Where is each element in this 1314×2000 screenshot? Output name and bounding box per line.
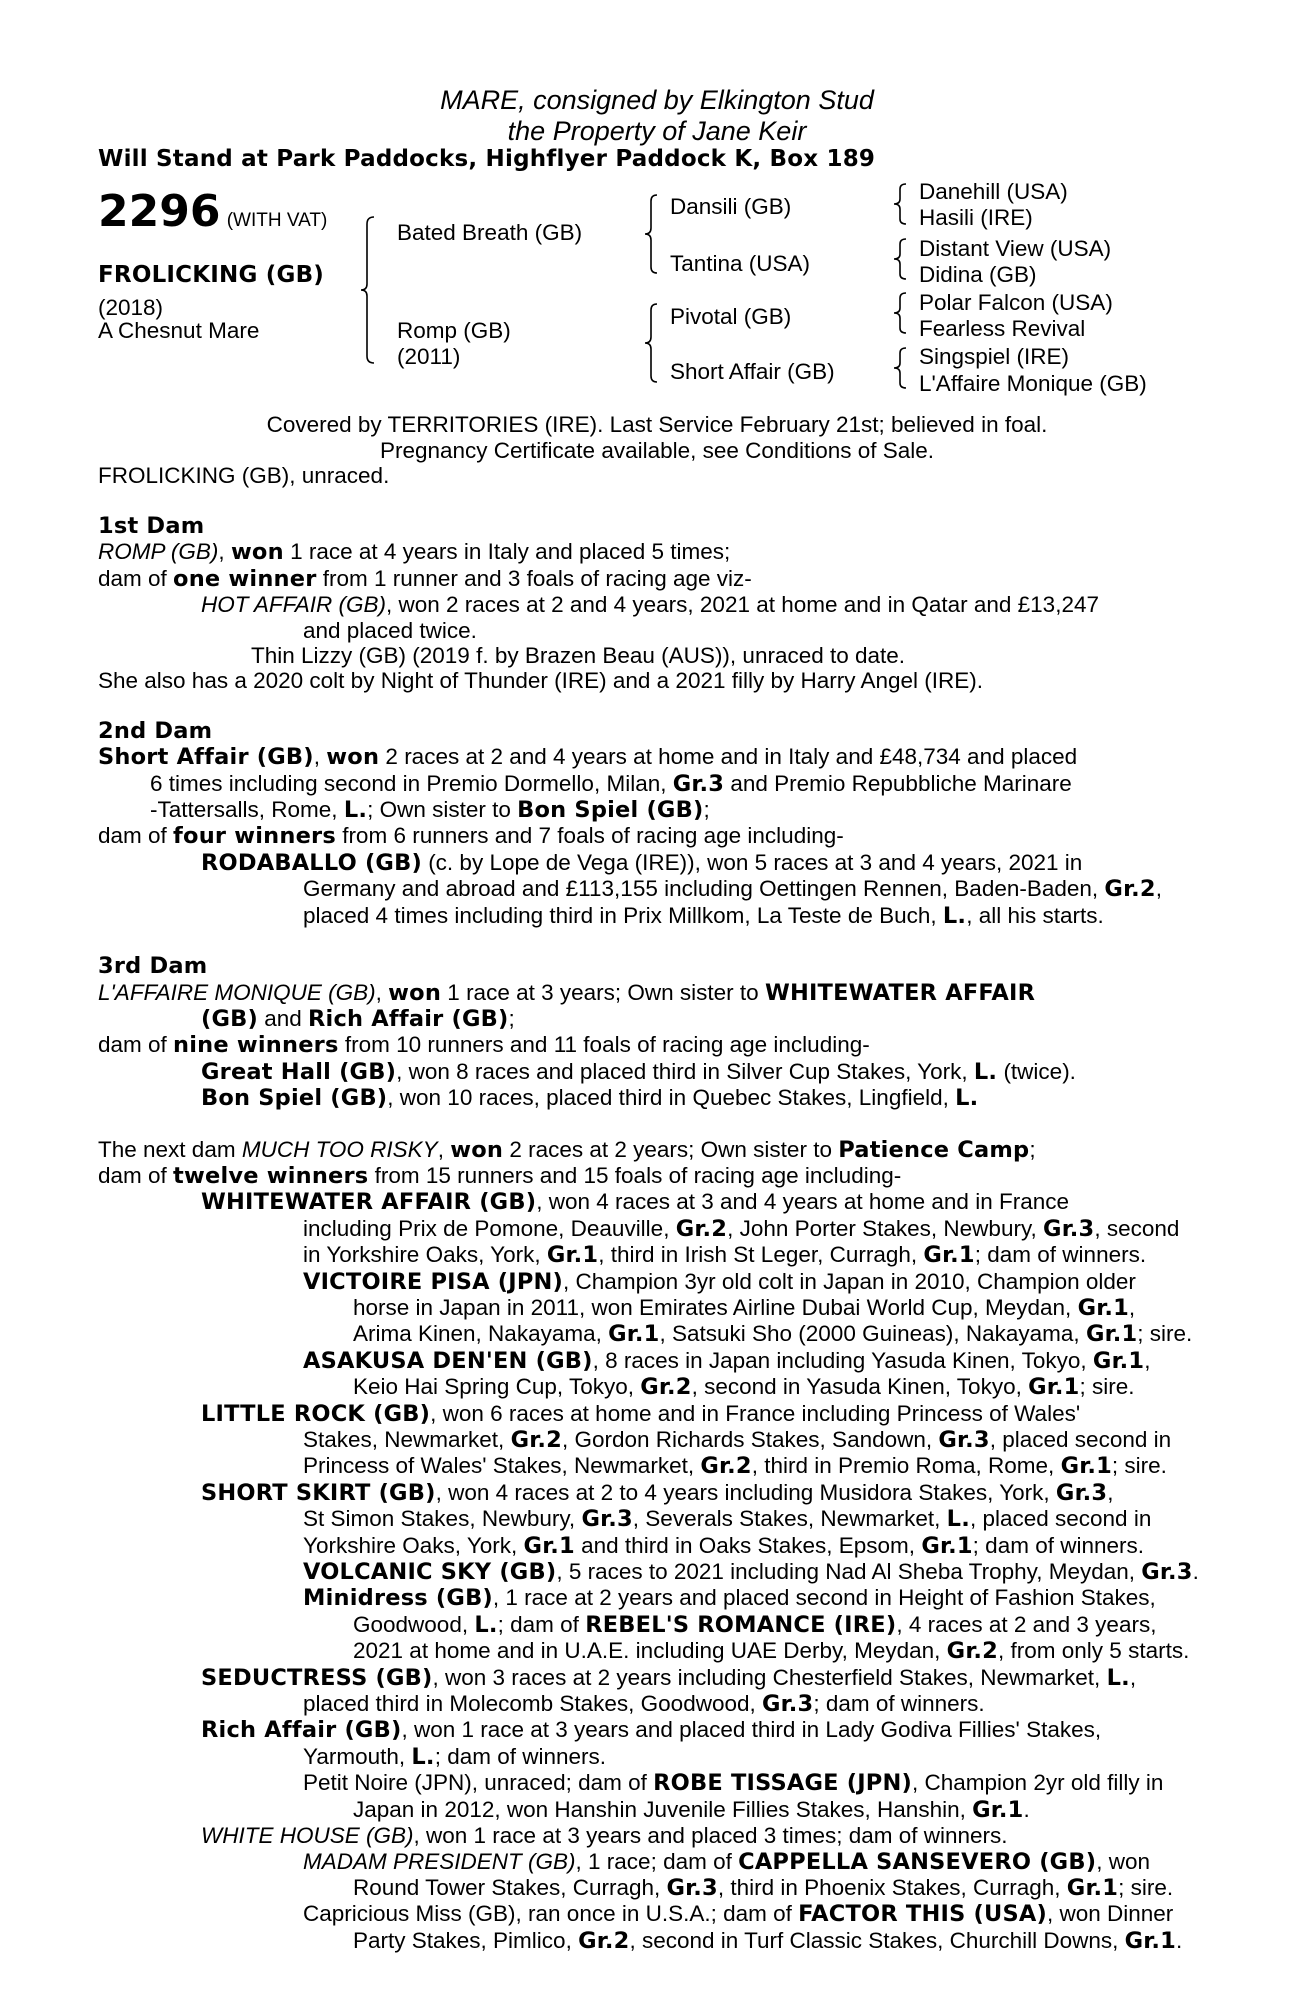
next-dam-grandprogeny-line: Capricious Miss (GB), ran once in U.S.A.; dam of FACTOR THIS (USA), won Dinner <box>303 1901 1174 1928</box>
lot-number-block <box>98 186 328 237</box>
pedigree-brace-dd <box>893 346 911 390</box>
next-dam-grandprogeny-cont: Goodwood, L.; dam of REBEL'S ROMANCE (IRE), 4 races at 2 and 3 years, <box>353 1611 1157 1638</box>
first-dam-progeny-line: Thin Lizzy (GB) (2019 f. by Brazen Beau (AUS)), unraced to date. <box>251 643 906 669</box>
pedigree-dam-year: (2011) <box>397 344 461 369</box>
second-dam-progeny-cont: Germany and abroad and £113,155 including Oettingen Rennen, Baden-Baden, Gr.2, <box>303 876 1163 903</box>
next-dam-grandprogeny-line: ASAKUSA DEN'EN (GB), 8 races in Japan including Yasuda Kinen, Tokyo, Gr.1, <box>303 1347 1151 1374</box>
stand-location: Will Stand at Park Paddocks, Highflyer Paddock K, Box 189 <box>98 146 876 172</box>
next-dam-progeny-line: SEDUCTRESS (GB), won 3 races at 2 years including Chesterfield Stakes, Newmarket, L., <box>201 1664 1137 1691</box>
property-line: the Property of Jane Keir <box>507 116 807 146</box>
second-dam-line: Short Affair (GB), won 2 races at 2 and 4 years at home and in Italy and £48,734 and placed <box>98 744 1078 771</box>
pedigree-dam: Romp (GB) <box>397 318 511 343</box>
consignor-line: MARE, consigned by Elkington Stud <box>440 85 874 115</box>
next-dam-progeny-line: WHITE HOUSE (GB), won 1 race at 3 years and placed 3 times; dam of winners. <box>201 1823 1008 1849</box>
pedigree-brace-ds <box>893 291 911 335</box>
first-dam-other-produce: She also has a 2020 colt by Night of Thunder (IRE) and a 2021 filly by Harry Angel (IRE). <box>98 668 984 694</box>
next-dam-grandprogeny-cont: Round Tower Stakes, Curragh, Gr.3, third in Phoenix Stakes, Curragh, Gr.1; sire. <box>353 1874 1174 1901</box>
next-dam-progeny-line: LITTLE ROCK (GB), won 6 races at home and in France including Princess of Wales' <box>201 1400 1081 1427</box>
lot-number: 2296 <box>98 186 221 237</box>
pedigree-sire-dam: Tantina (USA) <box>670 251 811 276</box>
second-dam-progeny-cont: placed 4 times including third in Prix Millkom, La Teste de Buch, L., all his starts. <box>303 902 1104 929</box>
next-dam-grandprogeny-cont: Japan in 2012, won Hanshin Juvenile Fillies Stakes, Hanshin, Gr.1. <box>353 1796 1030 1823</box>
third-dam-produce-line: dam of nine winners from 10 runners and 11 foals of racing age including- <box>98 1032 870 1059</box>
next-dam-progeny-cont: placed third in Molecomb Stakes, Goodwood, Gr.3; dam of winners. <box>303 1691 985 1718</box>
third-dam-line: (GB) and Rich Affair (GB); <box>201 1005 515 1032</box>
pedigree-g3-4: Didina (GB) <box>919 262 1037 287</box>
pedigree-dam-sire: Pivotal (GB) <box>670 304 792 329</box>
pedigree-g3-3: Distant View (USA) <box>919 236 1112 261</box>
pedigree-g3-1: Danehill (USA) <box>919 179 1068 204</box>
next-dam-grandprogeny-cont: Party Stakes, Pimlico, Gr.2, second in Turf Classic Stakes, Churchill Downs, Gr.1. <box>353 1927 1183 1954</box>
next-dam-grandprogeny-line: MADAM PRESIDENT (GB), 1 race; dam of CAPPELLA SANSEVERO (GB), won <box>303 1848 1150 1875</box>
third-dam-line: L'AFFAIRE MONIQUE (GB), won 1 race at 3 years; Own sister to WHITEWATER AFFAIR <box>98 979 1036 1006</box>
pedigree-g3-8: L'Affaire Monique (GB) <box>919 371 1147 396</box>
first-dam-produce-line: dam of one winner from 1 runner and 3 foals of racing age viz- <box>98 565 752 592</box>
horse-year: (2018) <box>98 295 164 320</box>
second-dam-progeny-line: RODABALLO (GB) (c. by Lope de Vega (IRE)), won 5 races at 3 and 4 years, 2021 in <box>201 849 1083 876</box>
pedigree-g3-2: Hasili (IRE) <box>919 205 1033 230</box>
pregnancy-certificate-note: Pregnancy Certificate available, see Conditions of Sale. <box>379 438 935 463</box>
pedigree-brace-sire <box>643 193 663 275</box>
next-dam-progeny-line: SHORT SKIRT (GB), won 4 races at 2 to 4 years including Musidora Stakes, York, Gr.3, <box>201 1479 1114 1506</box>
pedigree-brace-dam <box>643 302 663 384</box>
third-dam-heading: 3rd Dam <box>98 953 208 980</box>
next-dam-progeny-cont: Stakes, Newmarket, Gr.2, Gordon Richards Stakes, Sandown, Gr.3, placed second in <box>303 1427 1172 1453</box>
next-dam-grandprogeny-line: Minidress (GB), 1 race at 2 years and placed second in Height of Fashion Stakes, <box>303 1585 1156 1612</box>
third-dam-progeny-line: Great Hall (GB), won 8 races and placed third in Silver Cup Stakes, York, L. (twice). <box>201 1058 1076 1085</box>
next-dam-grandprogeny-line: VICTOIRE PISA (JPN), Champion 3yr old colt in Japan in 2010, Champion older <box>303 1268 1136 1295</box>
next-dam-progeny-cont: Yarmouth, L.; dam of winners. <box>303 1743 607 1770</box>
next-dam-progeny-cont: St Simon Stakes, Newbury, Gr.3, Severals Stakes, Newmarket, L., placed second in <box>303 1506 1152 1533</box>
next-dam-progeny-line: Rich Affair (GB), won 1 race at 3 years and placed third in Lady Godiva Fillies' Stakes, <box>201 1717 1102 1744</box>
next-dam-grandprogeny-cont: Arima Kinen, Nakayama, Gr.1, Satsuki Sho (2000 Guineas), Nakayama, Gr.1; sire. <box>353 1321 1193 1348</box>
next-dam-produce-line: dam of twelve winners from 15 runners and 15 foals of racing age including- <box>98 1162 902 1189</box>
next-dam-grandprogeny-cont: horse in Japan in 2011, won Emirates Airline Dubai World Cup, Meydan, Gr.1, <box>353 1294 1136 1321</box>
vat-note: (WITH VAT) <box>226 210 328 231</box>
pedigree-brace-sd <box>893 237 911 281</box>
pedigree-sire: Bated Breath (GB) <box>397 220 583 245</box>
first-dam-progeny-cont: and placed twice. <box>303 617 477 643</box>
third-dam-progeny-line: Bon Spiel (GB), won 10 races, placed third in Quebec Stakes, Lingfield, L. <box>201 1085 979 1112</box>
horse-description: A Chesnut Mare <box>98 318 260 343</box>
race-record: FROLICKING (GB), unraced. <box>98 463 390 488</box>
pedigree-brace-ss <box>893 182 911 226</box>
second-dam-line: -Tattersalls, Rome, L.; Own sister to Bon Spiel (GB); <box>150 797 710 824</box>
next-dam-grandprogeny-cont: 2021 at home and in U.A.E. including UAE Derby, Meydan, Gr.2, from only 5 starts. <box>353 1638 1190 1665</box>
pedigree-sire-sire: Dansili (GB) <box>670 194 792 219</box>
next-dam-progeny-cont: Princess of Wales' Stakes, Newmarket, Gr.2, third in Premio Roma, Rome, Gr.1; sire. <box>303 1453 1167 1480</box>
next-dam-line: The next dam MUCH TOO RISKY, won 2 races at 2 years; Own sister to Patience Camp; <box>98 1136 1036 1163</box>
pedigree-dam-dam: Short Affair (GB) <box>670 359 835 384</box>
horse-name: FROLICKING (GB) <box>98 262 325 288</box>
next-dam-progeny-cont: Yorkshire Oaks, York, Gr.1 and third in Oaks Stakes, Epsom, Gr.1; dam of winners. <box>303 1532 1144 1559</box>
next-dam-grandprogeny-line: Petit Noire (JPN), unraced; dam of ROBE TISSAGE (JPN), Champion 2yr old filly in <box>303 1770 1164 1797</box>
second-dam-line: 6 times including second in Premio Dormello, Milan, Gr.3 and Premio Repubbliche Marinare <box>150 770 1072 797</box>
pedigree-g3-5: Polar Falcon (USA) <box>919 290 1113 315</box>
next-dam-progeny-cont: including Prix de Pomone, Deauville, Gr.2, John Porter Stakes, Newbury, Gr.3, second <box>303 1215 1180 1242</box>
first-dam-heading: 1st Dam <box>98 513 205 539</box>
next-dam-progeny-cont: in Yorkshire Oaks, York, Gr.1, third in Irish St Leger, Curragh, Gr.1; dam of winners. <box>303 1242 1147 1269</box>
second-dam-heading: 2nd Dam <box>98 717 213 744</box>
next-dam-grandprogeny-cont: Keio Hai Spring Cup, Tokyo, Gr.2, second in Yasuda Kinen, Tokyo, Gr.1; sire. <box>353 1374 1135 1401</box>
pedigree-g3-6: Fearless Revival <box>919 316 1086 341</box>
catalogue-body <box>98 514 1206 1954</box>
next-dam-progeny-line: WHITEWATER AFFAIR (GB), won 4 races at 3 and 4 years at home and in France <box>201 1189 1069 1216</box>
pedigree-g3-7: Singspiel (IRE) <box>919 344 1070 369</box>
next-dam-grandprogeny-line: VOLCANIC SKY (GB), 5 races to 2021 including Nad Al Sheba Trophy, Meydan, Gr.3. <box>303 1559 1199 1586</box>
first-dam-progeny-line: HOT AFFAIR (GB), won 2 races at 2 and 4 years, 2021 at home and in Qatar and £13,247 <box>201 592 1099 618</box>
first-dam-line: ROMP (GB), won 1 race at 4 years in Italy and placed 5 times; <box>98 539 731 566</box>
covering-statement: Covered by TERRITORIES (IRE). Last Service February 21st; believed in foal. <box>266 412 1048 437</box>
second-dam-produce-line: dam of four winners from 6 runners and 7 foals of racing age including- <box>98 823 844 850</box>
pedigree-brace-main <box>360 215 380 365</box>
